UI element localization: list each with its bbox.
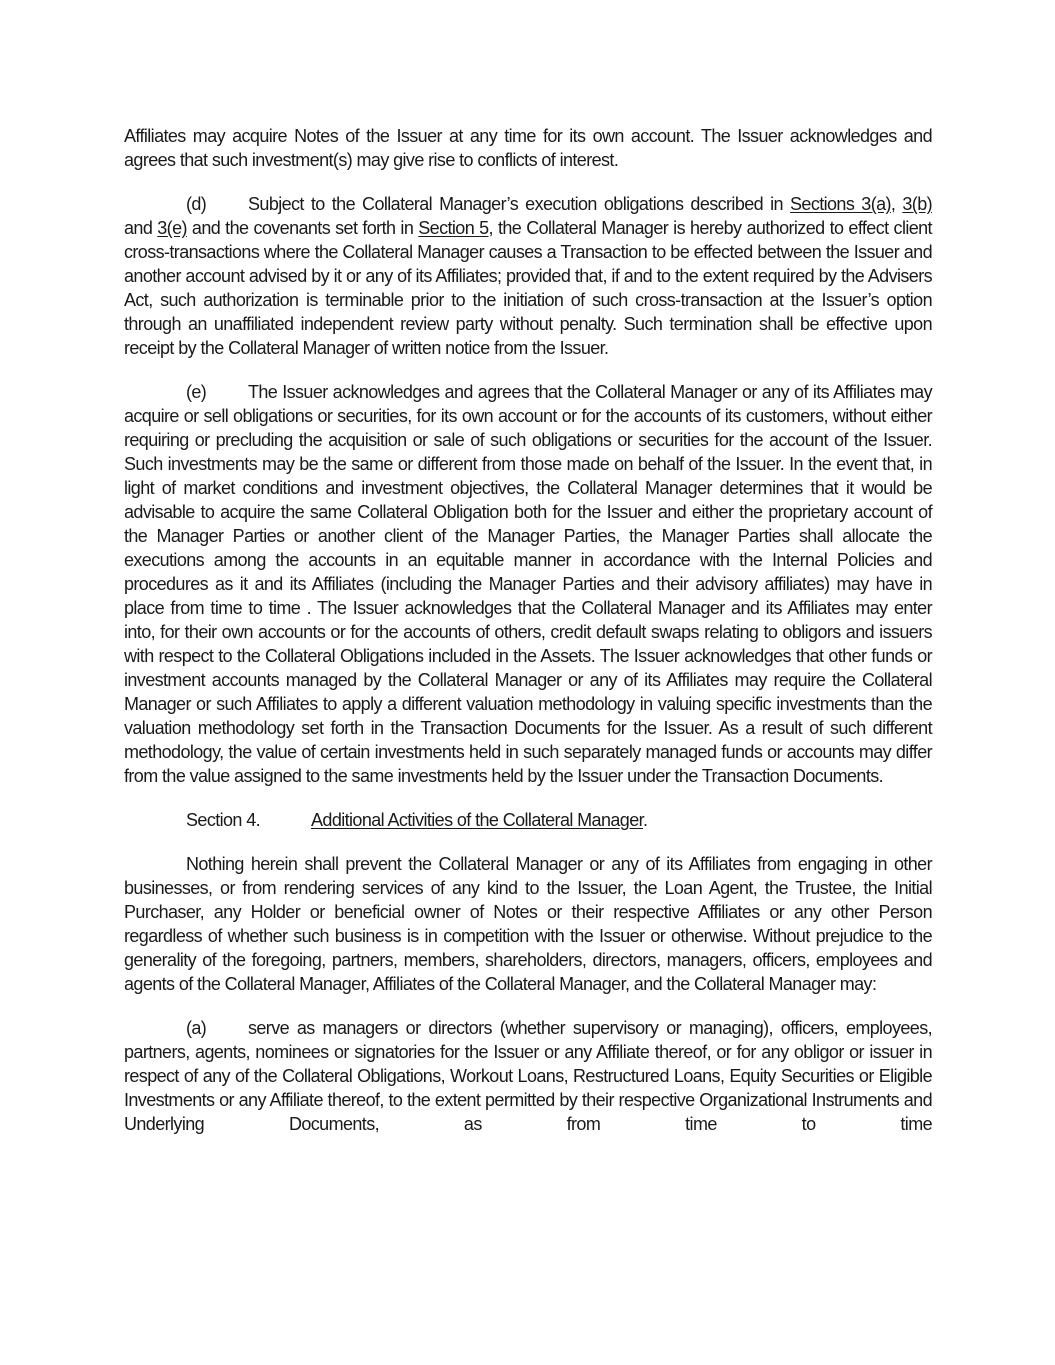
paragraph-d (124, 192, 932, 360)
section-4-heading (124, 808, 932, 832)
paragraph-e-text: The Issuer acknowledges and agrees that the Collateral Manager or any of its Affiliates may acquire or sell obligations or securities, for its own account or for the accounts of its customers, without either requiring or precluding the acquisition or sale of such obligations or securities for the account of the Issuer. Such investments may be the same or different from those made on behalf of the Issuer. In the event that, in light of market conditions and investment objectives, the Collateral Manager determines that it would be advisable to acquire the same Collateral Obligation both for the Issuer and either the proprietary account of the Manager Parties or another client of the Manager Parties, the Manager Parties shall allocate the executions among the accounts in an equitable manner in accordance with the Internal Policies and procedures as it and its Affiliates (including the Manager Parties and their advisory affiliates) may have in place from time to time . The Issuer acknowledges that the Collateral Manager and its Affiliates may enter into, for their own accounts or for the accounts of others, credit default swaps relating to obligors and issuers with respect to the Collateral Obligations included in the Assets. The Issuer acknowledges that other funds or investment accounts managed by the Collateral Manager or any of its Affiliates may require the Collateral Manager or such Affiliates to apply a different valuation methodology in valuing specific investments than the valuation methodology set forth in the Transaction Documents for the Issuer. As a result of such different methodology, the value of certain investments held in such separately managed funds or accounts may differ from the value assigned to the same investments held by the Issuer under the Transaction Documents. (124, 382, 932, 786)
paragraph-d-label: (d) (186, 194, 207, 214)
intro-text: Affiliates may acquire Notes of the Issuer at any time for its own account. The Issuer acknowledges and agrees that such investment(s) may give rise to conflicts of interest. (124, 126, 932, 170)
paragraph-a-label: (a) (186, 1018, 207, 1038)
section-4-body-text: Nothing herein shall prevent the Collateral Manager or any of its Affiliates from engaging in other businesses, or from rendering services of any kind to the Issuer, the Loan Agent, the Trustee, the Initial Purchaser, any Holder or beneficial owner of Notes or their respective Affiliates or any other Person regardless of whether such business is in competition with the Issuer or otherwise. Without prejudice to the generality of the foregoing, partners, members, shareholders, directors, managers, officers, employees and agents of the Collateral Manager, Affiliates of the Collateral Manager, and the Collateral Manager may: (124, 854, 932, 994)
paragraph-d-text-2: , (890, 194, 903, 214)
section-title-period: . (643, 810, 648, 830)
section-reference-3e: 3(e) (157, 218, 187, 238)
section-4-body (124, 852, 932, 996)
paragraph-d-text-4: and the covenants set forth in (186, 218, 419, 238)
paragraph-a-text: serve as managers or directors (whether supervisory or managing), officers, employees, partners, agents, nominees or signatories for the Issuer or any Affiliate thereof, or for any obligor or issuer in respect of any of the Collateral Obligations, Workout Loans, Restructured Loans, Equity Securities or Eligible Investments or any Affiliate thereof, to the extent permitted by their respective Organizational Instruments and Underlying Documents, as from time to time (124, 1018, 932, 1134)
paragraph-d-text-5: , the Collateral Manager is hereby authorized to effect client cross-transactions where the Collateral Manager causes a Transaction to be effected between the Issuer and another account advised by it or any of its Affiliates; provided that, if and to the extent required by the Advisers Act, such authorization is terminable prior to the initiation of such cross-transaction at the Issuer’s option through an unaffiliated independent review party without penalty. Such termination shall be effective upon receipt by the Collateral Manager of written notice from the Issuer. (124, 218, 932, 358)
section-reference-5: Section 5 (418, 218, 489, 238)
paragraph-e (124, 380, 932, 788)
paragraph-e-label: (e) (186, 382, 207, 402)
section-reference-3b: 3(b) (902, 194, 933, 214)
paragraph-d-text-1: Subject to the Collateral Manager’s execution obligations described in (248, 194, 790, 214)
document-page (124, 124, 932, 1156)
section-number: Section 4. (186, 810, 261, 830)
intro-paragraph (124, 124, 932, 172)
section-title: Additional Activities of the Collateral Manager (311, 810, 644, 830)
section-reference-3a: Sections 3(a) (790, 194, 891, 214)
paragraph-d-text-3: and (124, 218, 158, 238)
paragraph-a (124, 1016, 932, 1136)
